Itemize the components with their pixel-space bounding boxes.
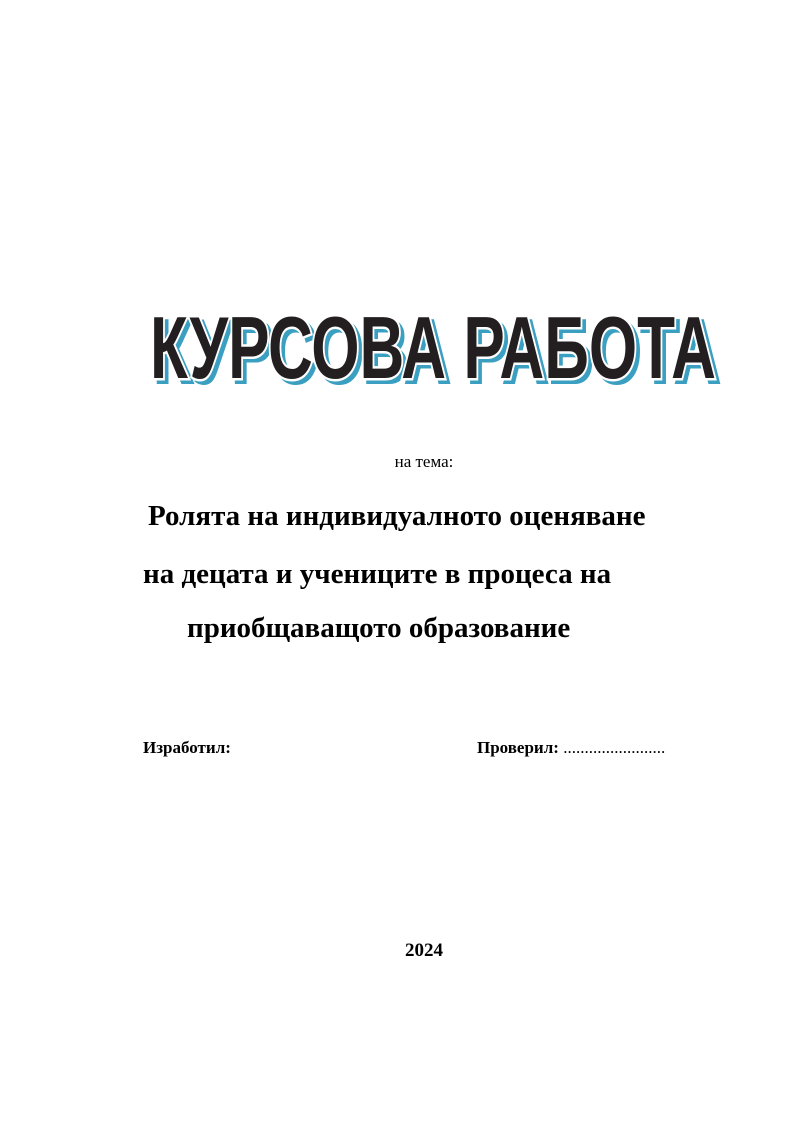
topic-line-2: на децата и учениците в процеса на <box>143 558 612 590</box>
topic-line-1: Ролята на индивидуалното оценяване <box>148 500 646 532</box>
checked-by-label: Проверил: <box>477 738 559 757</box>
checked-by-value: ........................ <box>563 738 666 757</box>
main-title-shadow: КУРСОВА РАБОТА <box>154 302 720 401</box>
prepared-by <box>143 738 231 758</box>
year: 2024 <box>405 940 443 961</box>
main-title-graphic <box>148 298 738 402</box>
prepared-by-label: Изработил: <box>143 738 231 757</box>
main-title-outline: КУРСОВА РАБОТА <box>150 298 716 397</box>
subtitle-label: на тема: <box>394 452 454 471</box>
main-title <box>148 298 738 402</box>
main-title-text: КУРСОВА РАБОТА <box>150 298 716 397</box>
checked-by <box>477 738 665 758</box>
topic-line-3: приобщаващото образование <box>187 612 571 644</box>
